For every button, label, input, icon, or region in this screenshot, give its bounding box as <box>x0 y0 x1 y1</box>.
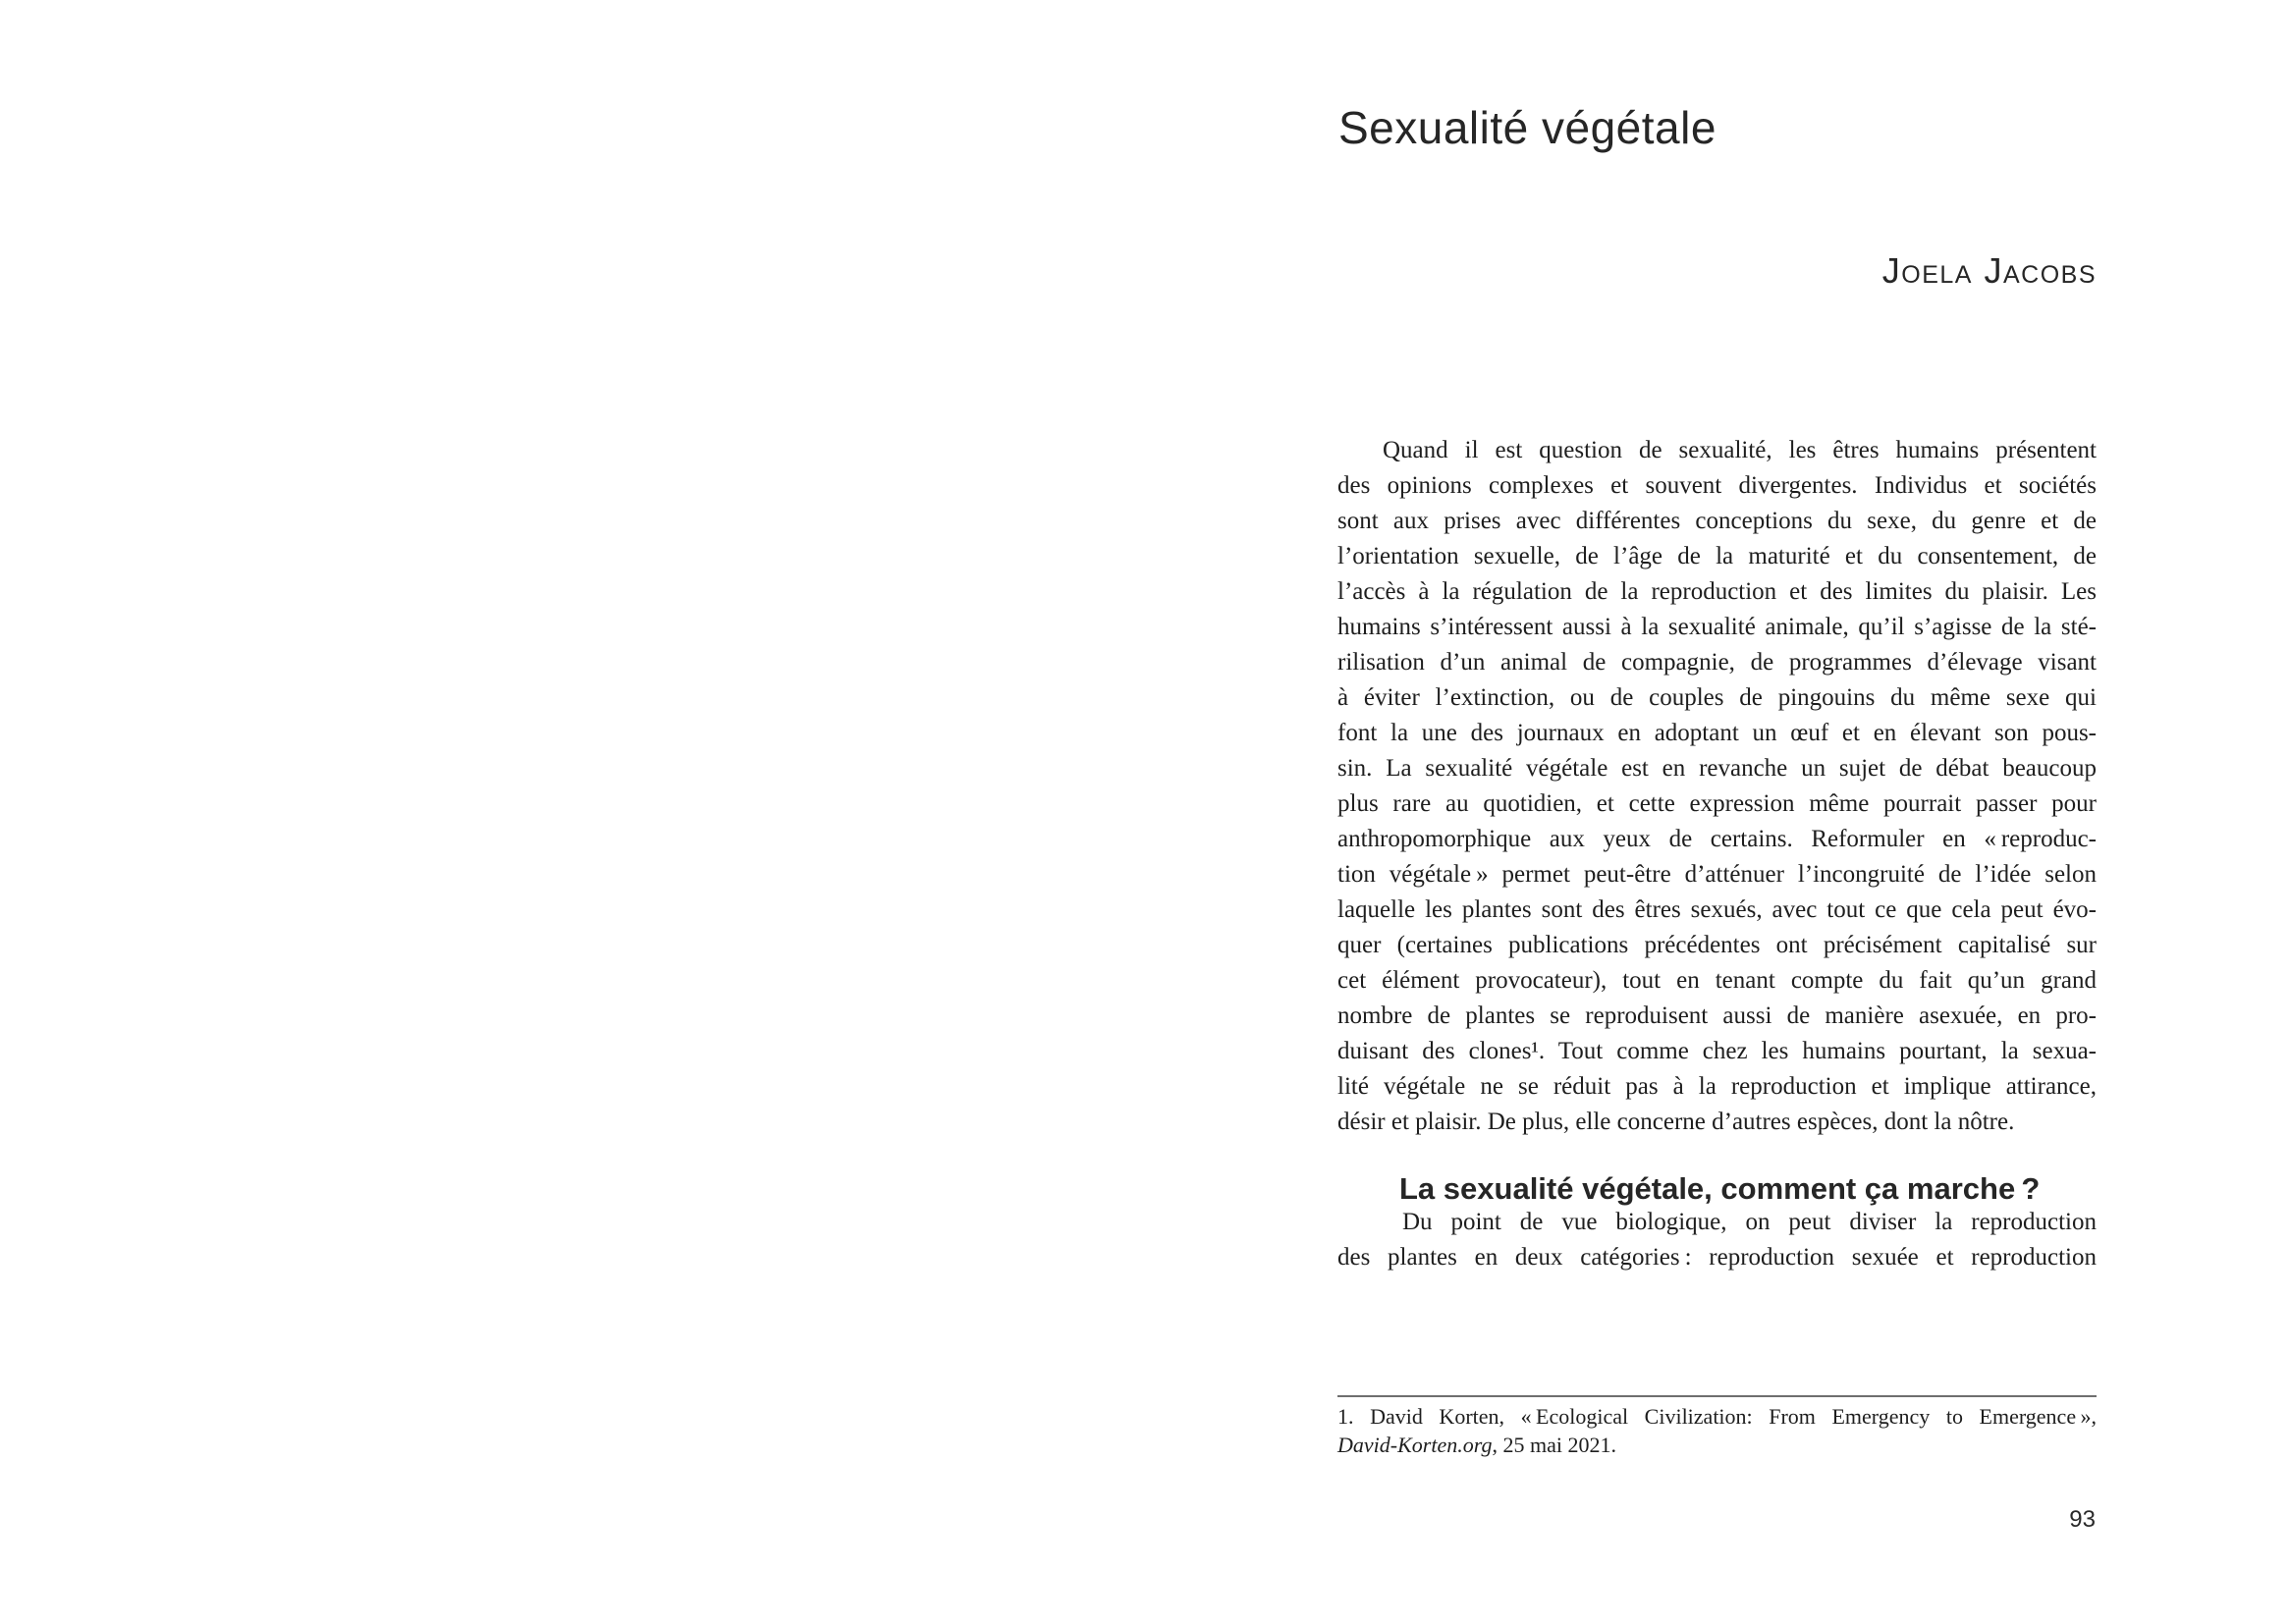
text-line: rilisation d’un animal de compagnie, de programmes d’élevage visant <box>1337 649 2097 676</box>
text-line: quer (certaines publications précédentes ont précisément capitalisé sur <box>1337 932 2097 958</box>
footnote-date: , 25 mai 2021. <box>1492 1433 1616 1457</box>
text-line: tion végétale » permet peut-être d’atténuer l’incongruité de l’idée selon <box>1337 861 2097 888</box>
text-line: sont aux prises avec différentes conceptions du sexe, du genre et de <box>1337 508 2097 534</box>
text-line: Quand il est question de sexualité, les êtres humains présentent <box>1383 437 2097 463</box>
paragraph-intro <box>1337 433 2097 1140</box>
section-heading: La sexualité végétale, comment ça marche ? <box>1399 1171 2041 1206</box>
text-line: font la une des journaux en adoptant un œuf et en élevant son pous- <box>1337 720 2097 746</box>
author-name: Joela Jacobs <box>1881 250 2097 291</box>
text-line: plus rare au quotidien, et cette expression même pourrait passer pour <box>1337 790 2097 817</box>
text-line: nombre de plantes se reproduisent aussi de manière asexuée, en pro- <box>1337 1002 2097 1029</box>
page-number: 93 <box>2069 1506 2096 1533</box>
footnote-source: David-Korten.org <box>1337 1433 1493 1457</box>
text-column <box>1337 0 2097 1624</box>
text-line: duisant des clones¹. Tout comme chez les humains pourtant, la sexua- <box>1337 1038 2097 1064</box>
text-line: l’accès à la régulation de la reproduction et des limites du plaisir. Les <box>1337 578 2097 605</box>
page-title: Sexualité végétale <box>1338 102 1717 153</box>
text-line: à éviter l’extinction, ou de couples de pingouins du même sexe qui <box>1337 684 2097 711</box>
text-line: l’orientation sexuelle, de l’âge de la maturité et du consentement, de <box>1337 543 2097 569</box>
text-line: désir et plaisir. De plus, elle concerne d’autres espèces, dont la nôtre. <box>1337 1109 2015 1135</box>
footnote-source-line <box>1337 1431 2097 1459</box>
text-line: des opinions complexes et souvent divergentes. Individus et sociétés <box>1337 472 2097 499</box>
footnote-citation-line: 1. David Korten, « Ecological Civilization: From Emergency to Emergence », <box>1337 1404 2097 1429</box>
text-line: Du point de vue biologique, on peut diviser la reproduction <box>1402 1209 2097 1235</box>
paragraph-biology <box>1337 1205 2097 1275</box>
text-line: anthropomorphique aux yeux de certains. Reformuler en « reproduc- <box>1337 826 2097 852</box>
footnote-rule <box>1337 1395 2097 1397</box>
text-line: lité végétale ne se réduit pas à la reproduction et implique attirance, <box>1337 1073 2097 1100</box>
text-line: cet élément provocateur), tout en tenant compte du fait qu’un grand <box>1337 967 2097 994</box>
text-line: laquelle les plantes sont des êtres sexués, avec tout ce que cela peut évo- <box>1337 896 2097 923</box>
text-line: des plantes en deux catégories : reproduction sexuée et reproduction <box>1337 1244 2097 1271</box>
text-line: sin. La sexualité végétale est en revanche un sujet de débat beaucoup <box>1337 755 2097 782</box>
footnote <box>1337 1402 2097 1459</box>
text-line: humains s’intéressent aussi à la sexualité animale, qu’il s’agisse de la sté- <box>1337 614 2097 640</box>
